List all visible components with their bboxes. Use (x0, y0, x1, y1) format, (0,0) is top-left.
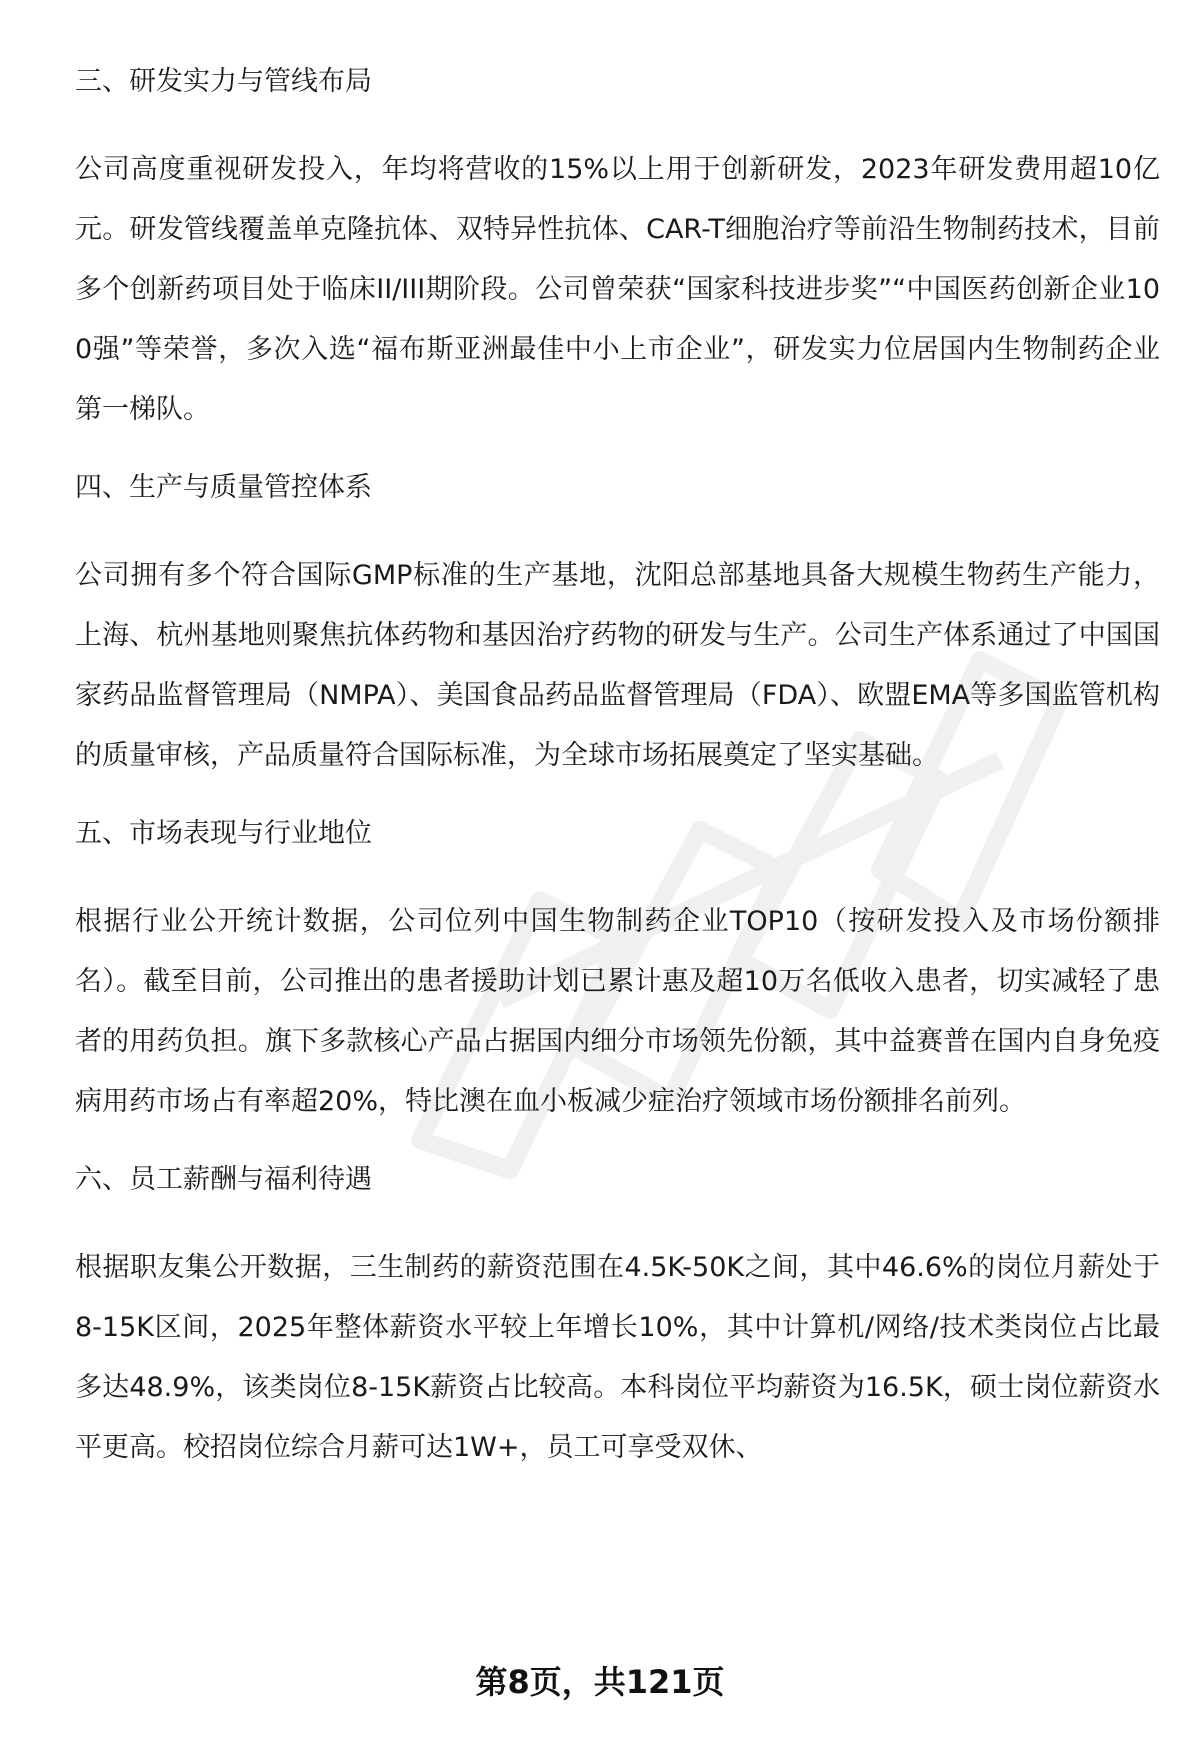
section-paragraph: 公司高度重视研发投入，年均将营收的15%以上用于创新研发，2023年研发费用超10亿元。研发管线覆盖单克隆抗体、双特异性抗体、CAR-T细胞治疗等前沿生物制药技术，目前多个创新药项目处于临床II/III期阶段。公司曾荣获“国家科技进步奖”“中国医药创新企业100强”等荣誉，多次入选“福布斯亚洲最佳中小上市企业”，研发实力位居国内生物制药企业第一梯队。 (75, 154, 1160, 425)
section-compensation (75, 1160, 1160, 1478)
section-paragraph: 根据职友集公开数据，三生制药的薪资范围在4.5K-50K之间，其中46.6%的岗位月薪处于8-15K区间，2025年整体薪资水平较上年增长10%，其中计算机/网络/技术类岗位占比最多达48.9%，该类岗位8-15K薪资占比较高。本科岗位平均薪资为16.5K，硕士岗位薪资水平更高。校招岗位综合月薪可达1W+，员工可享受双休、 (75, 1252, 1160, 1463)
section-rnd (75, 62, 1160, 440)
section-heading: 三、研发实力与管线布局 (75, 66, 372, 97)
page-number: 第8页，共121页 (475, 1663, 725, 1701)
section-paragraph: 根据行业公开统计数据，公司位列中国生物制药企业TOP10（按研发投入及市场份额排名）。截至目前，公司推出的患者援助计划已累计惠及超10万名低收入患者，切实减轻了患者的用药负担。旗下多款核心产品占据国内细分市场领先份额，其中益赛普在国内自身免疫病用药市场占有率超20%，特比澳在血小板减少症治疗领域市场份额排名前列。 (75, 906, 1160, 1117)
section-heading: 五、市场表现与行业地位 (75, 818, 372, 849)
section-production (75, 468, 1160, 786)
section-heading: 四、生产与质量管控体系 (75, 472, 372, 503)
document-body (75, 62, 1160, 1506)
section-heading: 六、员工薪酬与福利待遇 (75, 1164, 372, 1195)
section-paragraph: 公司拥有多个符合国际GMP标准的生产基地，沈阳总部基地具备大规模生物药生产能力，上海、杭州基地则聚焦抗体药物和基因治疗药物的研发与生产。公司生产体系通过了中国国家药品监督管理局（NMPA）、美国食品药品监督管理局（FDA）、欧盟EMA等多国监管机构的质量审核，产品质量符合国际标准，为全球市场拓展奠定了坚实基础。 (75, 560, 1160, 771)
section-market (75, 814, 1160, 1132)
